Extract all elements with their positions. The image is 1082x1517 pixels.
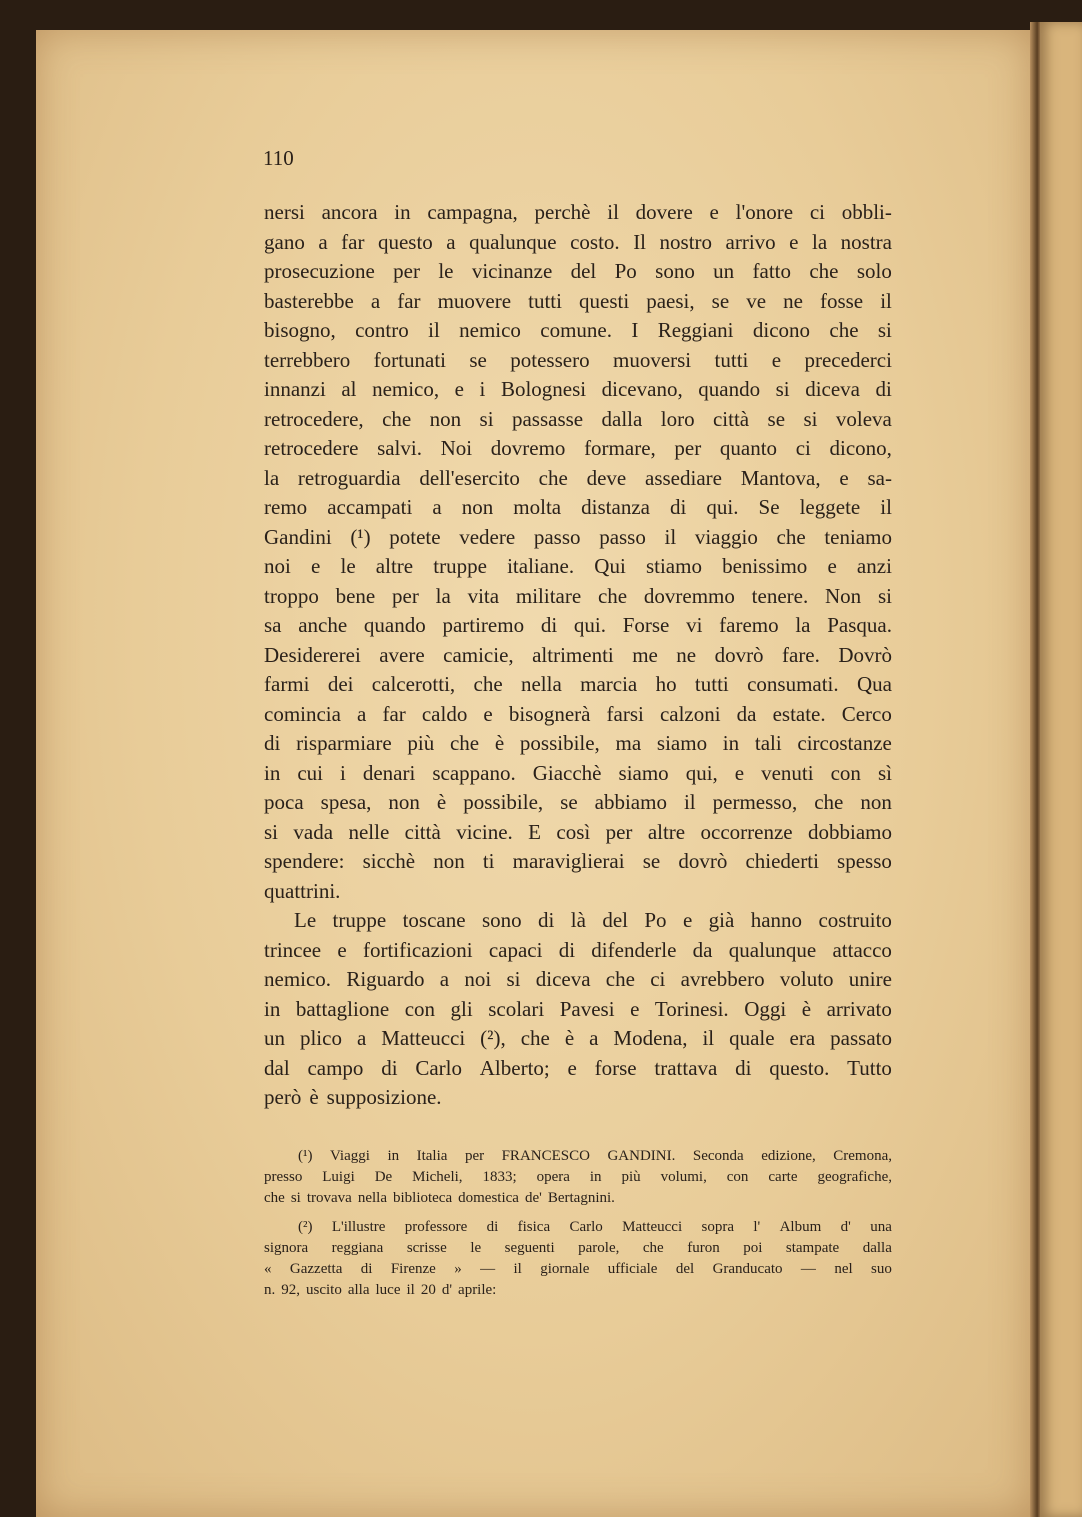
text-line: comincia a far caldo e bisognerà farsi calzoni da estate. Cerco <box>264 701 892 726</box>
text-line: retrocedere salvi. Noi dovremo formare, per quanto ci dicono, <box>264 436 892 460</box>
text-line: però è supposizione. <box>264 1085 442 1109</box>
text-line: di risparmiare più che è possibile, ma siamo in tali circostanze <box>264 731 892 755</box>
text-line: la retroguardia dell'esercito che deve assediare Mantova, e sa- <box>264 465 892 490</box>
text-line: retrocedere, che non si passasse dalla loro città se si voleva <box>264 406 892 431</box>
text-line: nemico. Riguardo a noi si diceva che ci avrebbero voluto unire <box>264 967 892 991</box>
text-line: noi e le altre truppe italiane. Qui stiamo benissimo e anzi <box>264 554 892 578</box>
text-line: nersi ancora in campagna, perchè il dovere e l'onore ci obbli- <box>264 200 892 224</box>
text-line: basterebbe a far muovere tutti questi paesi, se ve ne fosse il <box>264 288 892 313</box>
text-line: Le truppe toscane sono di là del Po e già hanno costruito <box>294 908 892 932</box>
text-line: trincee e fortificazioni capaci di difenderle da qualunque attacco <box>264 937 892 962</box>
text-line: quattrini. <box>264 878 341 903</box>
body-text <box>264 198 892 1113</box>
text-line: remo accampati a non molta distanza di qui. Se leggete il <box>264 495 892 519</box>
text-line: innanzi al nemico, e i Bolognesi dicevano, quando si diceva di <box>264 377 892 401</box>
text-line: terrebbero fortunati se potessero muoversi tutti e precederci <box>264 347 892 372</box>
footnote-line: che si trovava nella biblioteca domestica de' Bertagnini. <box>264 1190 615 1206</box>
text-line: farmi dei calcerotti, che nella marcia ho tutti consumati. Qua <box>264 672 892 696</box>
page-number: 110 <box>263 146 294 170</box>
text-line: Gandini (¹) potete vedere passo passo il viaggio che teniamo <box>264 524 892 549</box>
text-line: si vada nelle città vicine. E così per altre occorrenze dobbiamo <box>264 819 892 844</box>
text-line: troppo bene per la vita militare che dovremmo tenere. Non si <box>264 583 892 608</box>
footnote-gap <box>264 1209 892 1217</box>
footnote-line: « Gazzetta di Firenze » — il giornale ufficiale del Granducato — nel suo <box>264 1261 892 1277</box>
footnote-line: presso Luigi De Micheli, 1833; opera in più volumi, con carte geografiche, <box>264 1169 892 1185</box>
footnotes <box>264 1146 892 1301</box>
text-line: Desidererei avere camicie, altrimenti me ne dovrò fare. Dovrò <box>264 642 892 667</box>
text-line: un plico a Matteucci (²), che è a Modena, il quale era passato <box>264 1026 892 1050</box>
text-line: sa anche quando partiremo di qui. Forse vi faremo la Pasqua. <box>264 613 892 637</box>
footnote-line: n. 92, uscito alla luce il 20 d' aprile: <box>264 1282 497 1298</box>
text-line: poca spesa, non è possibile, se abbiamo il permesso, che non <box>264 790 892 814</box>
text-line: in cui i denari scappano. Giacchè siamo qui, e venuti con sì <box>264 760 892 785</box>
text-line: spendere: sicchè non ti maraviglierai se dovrò chiederti spesso <box>264 849 892 873</box>
footnote-line: (²) L'illustre professore di fisica Carlo Matteucci sopra l' Album d' una <box>298 1219 892 1235</box>
text-line: dal campo di Carlo Alberto; e forse trattava di questo. Tutto <box>264 1055 892 1080</box>
text-line: gano a far questo a qualunque costo. Il nostro arrivo e la nostra <box>264 229 892 254</box>
text-line: in battaglione con gli scolari Pavesi e Torinesi. Oggi è arrivato <box>264 996 892 1021</box>
footnote-line: signora reggiana scrisse le seguenti parole, che furon poi stampate dalla <box>264 1240 892 1256</box>
text-line: bisogno, contro il nemico comune. I Reggiani dicono che si <box>264 318 892 342</box>
footnote-line: (¹) Viaggi in Italia per FRANCESCO GANDINI. Seconda edizione, Cremona, <box>298 1148 892 1164</box>
text-line: prosecuzione per le vicinanze del Po sono un fatto che solo <box>264 259 892 283</box>
facing-page-edge <box>1040 22 1082 1517</box>
